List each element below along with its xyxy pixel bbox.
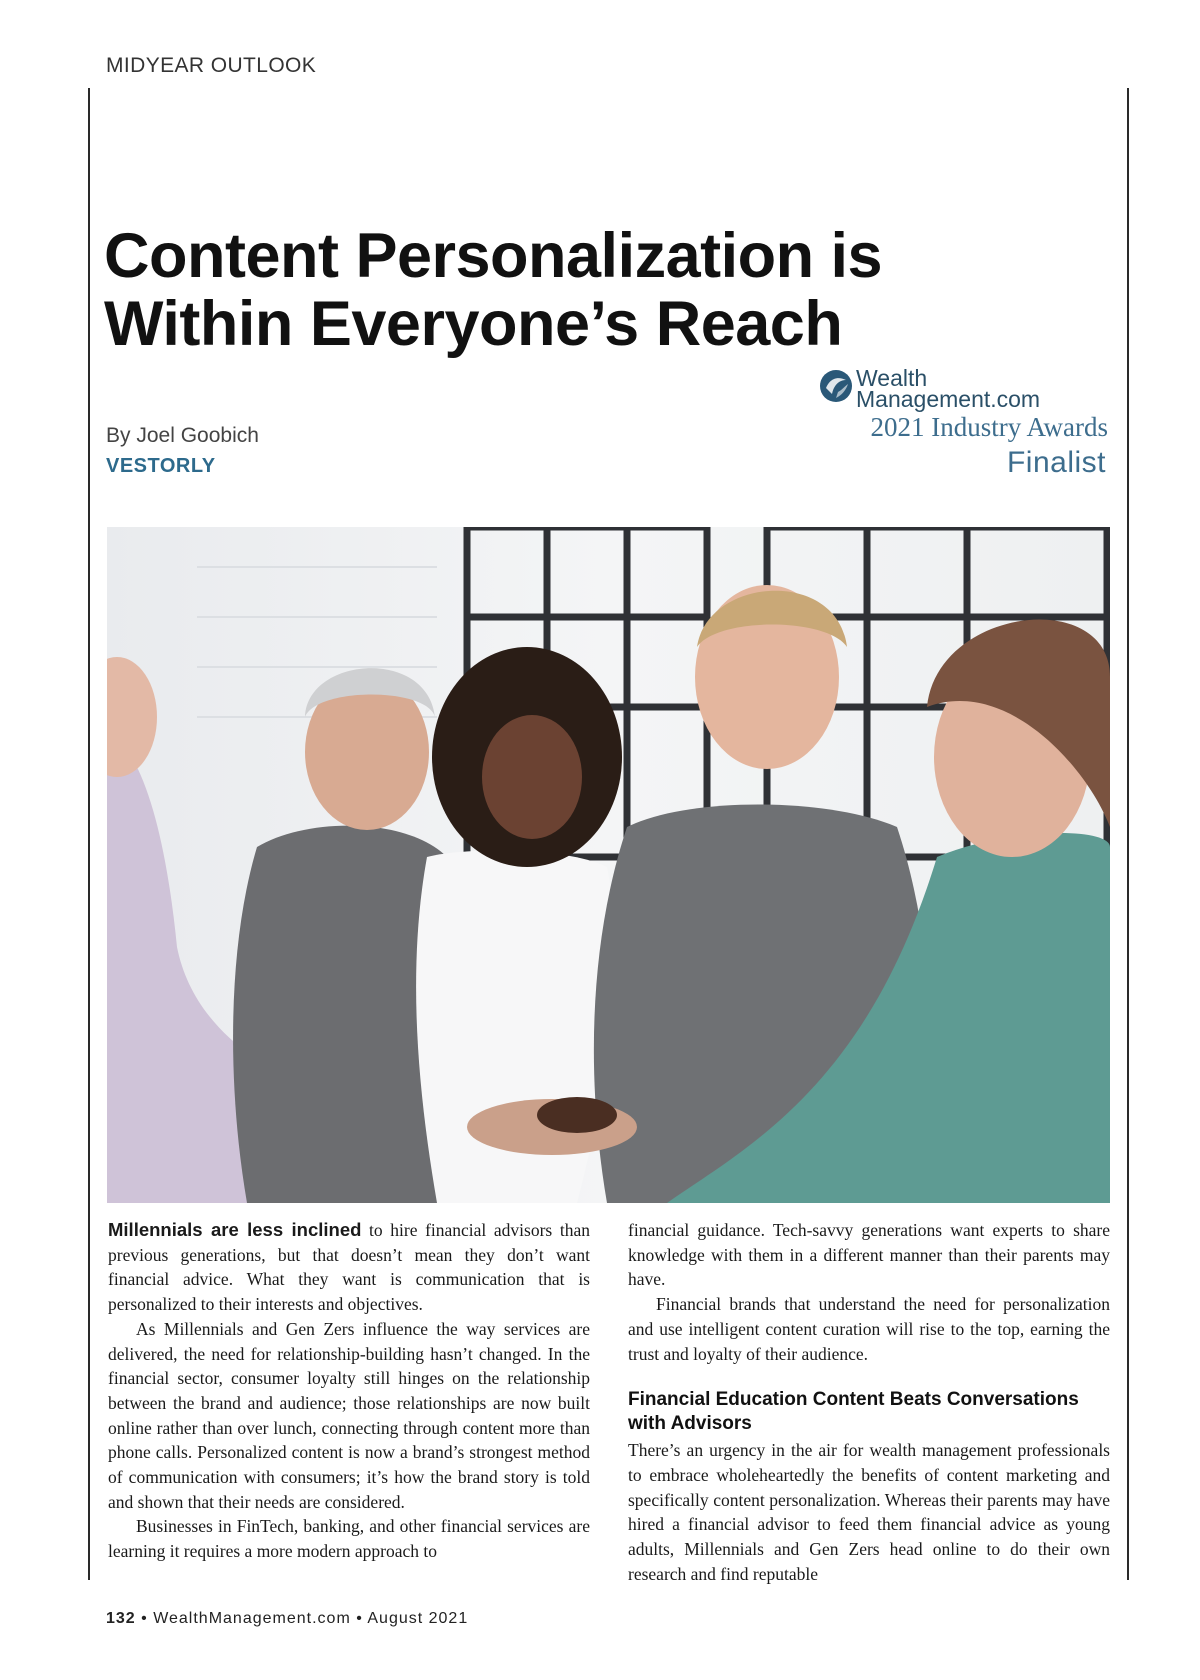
lead-in: Millennials are less inclined xyxy=(108,1219,362,1240)
team-hands-photo xyxy=(107,527,1110,1203)
title-line-1: Content Personalization is xyxy=(104,221,883,291)
title-line-2: Within Everyone’s Reach xyxy=(104,289,843,359)
globe-logo-icon xyxy=(818,368,854,404)
article-title xyxy=(104,222,1024,358)
author-byline: By Joel Goobich xyxy=(106,424,259,447)
paragraph: There’s an urgency in the air for wealth management professionals to embrace wholeheartedly the benefits of content marketing and specifically content personalization. Whereas their parents may have hired a financial advisor to feed them financial advice as young adults, Millennials and Gen Zers head online to do their own research and find reputable xyxy=(628,1440,1110,1584)
paragraph: Financial brands that understand the need for personalization and use intelligent content curation will rise to the top, earning the trust and loyalty of their audience. xyxy=(628,1294,1110,1364)
paragraph: Businesses in FinTech, banking, and other financial services are learning it requires a more modern approach to xyxy=(108,1516,590,1562)
award-title: 2021 Industry Awards xyxy=(870,412,1108,442)
paragraph: financial guidance. Tech-savvy generations want experts to share knowledge with them in a different manner than their parents may have. xyxy=(628,1220,1110,1290)
award-brand-name: Wealth Management.com xyxy=(856,365,1041,412)
body-column-right xyxy=(628,1218,1110,1586)
body-column-left xyxy=(108,1218,590,1564)
author-company: VESTORLY xyxy=(106,455,216,477)
paragraph: As Millennials and Gen Zers influence the way services are delivered, the need for relationship-building hasn’t changed. In the financial sector, consumer loyalty still hinges on the relationship between the brand and audience; those relationships are now built online rather than over lunch, connecting through content more than phone calls. Personalized content is now a brand’s strongest method of communication with consumers; it’s how the brand story is told and shown that their needs are considered. xyxy=(108,1318,590,1512)
right-margin-rule xyxy=(1127,88,1129,1580)
section-subhead: Financial Education Content Beats Conversations with Advisors xyxy=(628,1389,1079,1435)
award-badge xyxy=(818,366,1108,484)
section-label: MIDYEAR OUTLOOK xyxy=(106,54,317,77)
footer-text: • WealthManagement.com • August 2021 xyxy=(135,1610,469,1627)
page-footer xyxy=(106,1610,468,1628)
award-status: Finalist xyxy=(1006,446,1106,479)
left-margin-rule xyxy=(88,88,90,1580)
page-number: 132 xyxy=(106,1610,136,1627)
paragraph: Millennials are less inclined to hire financial advisors than previous generations, but that doesn’t mean they don’t want financial advice. What they want is communication that is personalized to their interests and objectives. xyxy=(108,1219,590,1315)
